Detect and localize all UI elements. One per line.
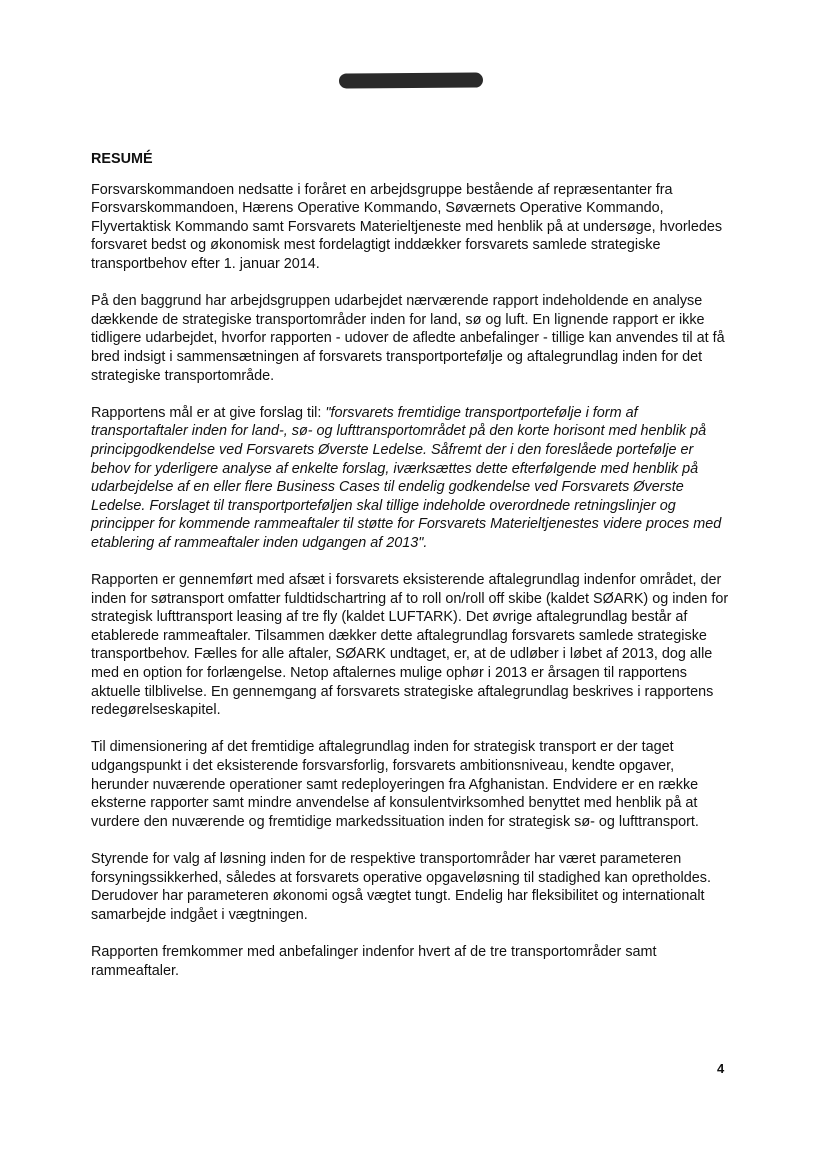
paragraph-recommendations: Rapporten fremkommer med anbefalinger indenfor hvert af de tre transportområder samt rammeaftaler. xyxy=(91,943,657,979)
document-body xyxy=(91,150,731,980)
section-heading: RESUMÉ xyxy=(91,151,153,167)
paragraph-background: På den baggrund har arbejdsgruppen udarbejdet nærværende rapport indeholdende en analyse dækkende de strategiske transportområder inden for land, sø og luft. En lignende rapport er ikke tidligere udarbejdet, hvorfor rapporten - udover de afledte anbefalinger - tillige kan anvendes til at få bred indsigt i sammensætningen af forsvarets transportportefølje og aftalegrundlag inden for det strategiske transportområde. xyxy=(91,293,725,384)
paragraph-parameters: Styrende for valg af løsning inden for de respektive transportområder har været parameteren forsyningssikkerhed, således at forsvarets operative opgaveløsning til stadighed kan opretholdes. Derudover har parameteren økonomi også vægtet tungt. Endelig har fleksibilitet og internationalt samarbejde indgået i vægtningen. xyxy=(91,850,711,923)
goal-quote: "forsvarets fremtidige transportportefølje i form af transportaftaler inden for land-, sø- og lufttransportområdet på den korte horisont med henblik på principgodkendelse ved Forsvarets Øverste Ledelse. Såfremt der i den foreslåede portefølje er behov for yderligere analyse af enkelte forslag, iværksættes dette efterfølgende med henblik på udarbejdelse af en eller flere Business Cases til endelig godkendelse ved Forsvarets Øverste Ledelse. Forslaget til transportporteføljen skal tillige indeholde overordnede retningslinjer og principper for kommende rammeaftaler til støtte for Forsvarets Materieltjenestes videre proces med etablering af rammeaftaler inden udgangen af 2013". xyxy=(91,404,722,551)
goal-intro: Rapportens mål er at give forslag til: xyxy=(91,404,326,421)
page-number: 4 xyxy=(717,1061,725,1076)
paragraph-basis: Rapporten er gennemført med afsæt i forsvarets eksisterende aftalegrundlag indenfor området, der inden for søtransport omfatter fuldtidschartring af to roll on/roll off skibe (kaldet SØARK) og inden for strategisk lufttransport leasing af tre fly (kaldet LUFTARK). Det øvrige aftalegrundlag består af etablerede rammeaftaler. Tilsammen dækker dette aftalegrundlag forsvarets samlede strategiske transportbehov. Fælles for alle aftaler, SØARK undtaget, er, at de udløber i løbet af 2013, dog alle med en option for forlængelse. Netop aftalernes mulige ophør i 2013 er årsagen til rapportens aktuelle tilblivelse. En gennemgang af forsvarets strategiske aftalegrundlag beskrives i rapportens redegørelseskapitel. xyxy=(91,572,729,719)
paragraph-purpose: Forsvarskommandoen nedsatte i foråret en arbejdsgruppe bestående af repræsentanter fra Forsvarskommandoen, Hærens Operative Kommando, Søværnets Operative Kommando, Flyvertaktisk Kommando samt Forsvarets Materieltjeneste med henblik på at undersøge, hvorledes forsvaret bedst og økonomisk mest fordelagtigt inddækker forsvarets samlede strategiske transportbehov efter 1. januar 2014. xyxy=(91,181,723,272)
redaction-bar xyxy=(339,72,483,88)
paragraph-goal xyxy=(91,404,731,553)
paragraph-dimensioning: Til dimensionering af det fremtidige aftalegrundlag inden for strategisk transport er der taget udgangspunkt i det eksisterende forsvarsforlig, forsvarets ambitionsniveau, kendte opgaver, herunder nuværende operationer samt redeployeringen fra Afghanistan. Endvidere er en række eksterne rapporter samt mindre anvendelse af konsulentvirksomhed benyttet med henblik på at vurdere den nuværende og fremtidige markedssituation inden for strategisk sø- og lufttransport. xyxy=(91,739,699,830)
